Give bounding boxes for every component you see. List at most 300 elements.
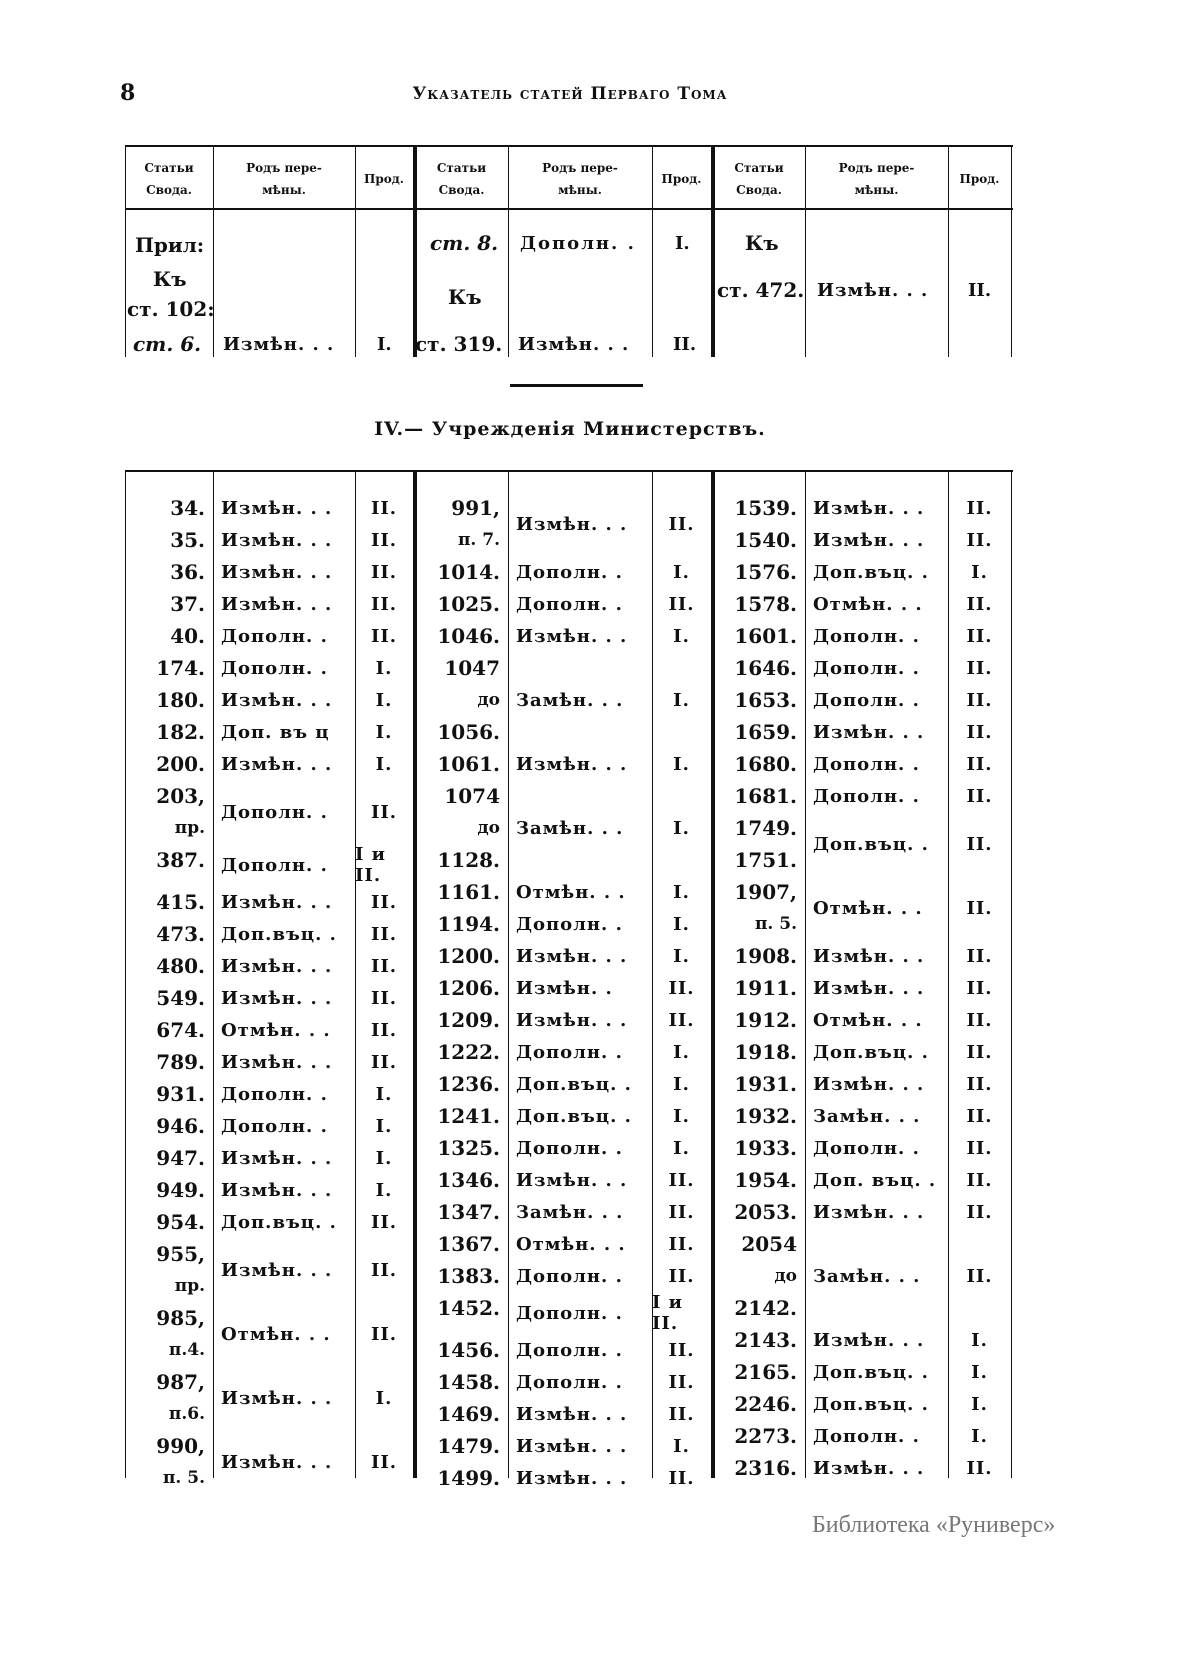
change-kind: Дополн. . <box>813 785 920 807</box>
table-row <box>713 716 1011 748</box>
article-number <box>415 1196 508 1228</box>
change-kind: Дополн. . <box>516 593 623 615</box>
table-row <box>713 1196 1011 1228</box>
prod-volume: I. <box>675 233 690 254</box>
prod-volume: II. <box>966 1457 993 1479</box>
change-kind: Доп. въц. . <box>813 1169 937 1191</box>
prod-volume: II. <box>668 513 695 535</box>
change-kind: Измѣн. . . <box>516 753 628 775</box>
table-row <box>713 780 1011 812</box>
table-row <box>713 1068 1011 1100</box>
table-row <box>415 1196 711 1228</box>
article-number <box>125 620 213 652</box>
article-line: 1931. <box>734 1072 797 1096</box>
article-number <box>713 652 805 684</box>
change-kind: Измѣн. . . <box>813 497 925 519</box>
change-kind: Измѣн. . . <box>516 625 628 647</box>
table-row <box>125 524 413 556</box>
column-header <box>355 151 413 207</box>
change-kind: Доп.въц. . <box>813 1393 929 1415</box>
table-row <box>415 1004 711 1036</box>
change-kind: Доп.въц. . <box>221 923 337 945</box>
change-kind: Измѣн. . . <box>813 1329 925 1351</box>
table-row <box>713 876 1011 940</box>
article-line: 180. <box>156 688 205 712</box>
article-line: 182. <box>156 720 205 744</box>
section-title: IV.— Учрежденія Министерствъ. <box>374 418 766 440</box>
prod-volume: II. <box>668 1371 695 1393</box>
article-number <box>713 1196 805 1228</box>
article-number <box>415 492 508 556</box>
change-kind: Измѣн. . . <box>813 529 925 551</box>
table-row <box>415 1132 711 1164</box>
table-row <box>713 556 1011 588</box>
article-number <box>415 780 508 876</box>
article-line: 1047 <box>444 656 500 680</box>
table-row <box>415 1462 711 1494</box>
article-line: 549. <box>156 986 205 1010</box>
prod-volume: I. <box>375 689 393 711</box>
article-line: 1241. <box>437 1104 500 1128</box>
prod-volume: I. <box>375 1115 393 1137</box>
change-kind: Дополн. . <box>221 854 328 876</box>
article-line: п.4. <box>168 1340 205 1360</box>
prod-volume: I. <box>673 1105 690 1127</box>
article-line: 1200. <box>437 944 500 968</box>
table-row <box>415 1036 711 1068</box>
prod-volume: II. <box>966 1041 993 1063</box>
article-number <box>415 1462 508 1494</box>
table-row <box>125 588 413 620</box>
article-number <box>125 1430 213 1494</box>
prod-volume: I. <box>971 561 988 583</box>
prod-volume: II. <box>668 1467 695 1489</box>
prod-volume: II. <box>966 1137 993 1159</box>
change-kind: Измѣн. . . <box>221 987 333 1009</box>
prod-volume: I. <box>971 1425 988 1447</box>
change-kind: Измѣн. . . <box>223 334 335 355</box>
table-row <box>125 684 413 716</box>
change-kind: Измѣн. . . <box>516 1467 628 1489</box>
table-row <box>713 1036 1011 1068</box>
article-line: 2143. <box>734 1328 797 1352</box>
prod-volume: II. <box>370 625 398 647</box>
article-number <box>415 876 508 908</box>
article-number <box>125 1110 213 1142</box>
table-row <box>125 1046 413 1078</box>
article-number <box>713 940 805 972</box>
table-row <box>125 1366 413 1430</box>
change-kind: Измѣн. . . <box>516 1009 628 1031</box>
article-number <box>713 1388 805 1420</box>
change-kind: Дополн. . <box>516 561 623 583</box>
header-text: Свода. <box>146 183 192 197</box>
article-line: 1074 <box>444 784 500 808</box>
article-line: 1194. <box>437 912 500 936</box>
article-line: п.6. <box>168 1404 205 1424</box>
change-kind: Дополн. . <box>813 689 920 711</box>
change-kind: Измѣн. . . <box>813 945 925 967</box>
change-kind: Измѣн. . . <box>516 1435 628 1457</box>
article-line: 1383. <box>437 1264 500 1288</box>
change-kind: Измѣн. . . <box>817 280 929 301</box>
article-line: 1469. <box>437 1402 500 1426</box>
article-line: 1458. <box>437 1370 500 1394</box>
header-text: Родъ пере- <box>838 161 915 175</box>
prod-volume: II. <box>966 721 993 743</box>
prod-volume: II. <box>966 785 993 807</box>
header-text: Статьи <box>734 161 784 175</box>
article-number <box>125 1014 213 1046</box>
article-number <box>125 1174 213 1206</box>
article-line: 1912. <box>734 1008 797 1032</box>
prod-volume: II. <box>370 497 398 519</box>
article-number <box>125 1078 213 1110</box>
article-line: 987, <box>156 1370 205 1394</box>
top-table <box>125 145 1013 357</box>
article-number <box>415 748 508 780</box>
article-number <box>713 1324 805 1356</box>
article-line: до <box>477 818 500 838</box>
article-line: 1659. <box>734 720 797 744</box>
change-kind: Дополн. . <box>516 1265 623 1287</box>
article-number <box>125 524 213 556</box>
change-kind: Измѣн. . . <box>221 1387 333 1409</box>
running-title: Указатель статей Перваго Тома <box>412 84 728 104</box>
article-number <box>713 716 805 748</box>
column-block-1 <box>125 492 413 1494</box>
article-number <box>415 1068 508 1100</box>
page-number: 8 <box>120 80 136 106</box>
article-line: 1161. <box>437 880 500 904</box>
table-row <box>125 780 413 844</box>
change-kind: Отмѣн. . . <box>516 881 626 903</box>
prod-volume: II. <box>668 1339 695 1361</box>
article-line: Къ <box>153 267 187 291</box>
change-kind: Измѣн. . . <box>221 1179 333 1201</box>
prod-volume: II. <box>370 593 398 615</box>
prod-volume: I. <box>375 1147 393 1169</box>
article-number <box>415 940 508 972</box>
article-line: 1222. <box>437 1040 500 1064</box>
prod-volume: II. <box>966 657 993 679</box>
article-line: 955, <box>156 1242 205 1266</box>
prod-volume: II. <box>370 1211 398 1233</box>
column-header <box>805 151 948 207</box>
prod-volume: II. <box>673 334 697 355</box>
prod-volume: II. <box>966 529 993 551</box>
table-row <box>713 652 1011 684</box>
change-kind: Измѣн. . . <box>813 1457 925 1479</box>
change-kind: Замѣн. . . <box>516 689 624 711</box>
change-kind: Доп. въ ц <box>221 721 330 743</box>
article-number <box>713 1132 805 1164</box>
article-number <box>125 1142 213 1174</box>
table-row <box>125 918 413 950</box>
prod-volume: II. <box>966 1169 993 1191</box>
article-number <box>125 1302 213 1366</box>
change-kind: Измѣн. . . <box>813 977 925 999</box>
article-number <box>125 918 213 950</box>
change-kind: Доп.въц. . <box>813 833 929 855</box>
prod-volume: II. <box>668 1201 695 1223</box>
table-row <box>415 940 711 972</box>
article-line: 1681. <box>734 784 797 808</box>
article-line: 1576. <box>734 560 797 584</box>
change-kind: Дополн. . <box>813 657 920 679</box>
change-kind: Измѣн. . . <box>518 334 630 355</box>
change-kind: Доп.въц. . <box>516 1073 632 1095</box>
table-row <box>713 748 1011 780</box>
article-line: 1367. <box>437 1232 500 1256</box>
article-line: 1325. <box>437 1136 500 1160</box>
header-text: Прод. <box>959 172 1000 186</box>
table-row <box>125 844 413 886</box>
article-number <box>125 1238 213 1302</box>
article-line: Къ <box>448 285 482 309</box>
article-number <box>713 556 805 588</box>
article-number <box>415 556 508 588</box>
article-line: 1046. <box>437 624 500 648</box>
prod-volume: I. <box>375 1179 393 1201</box>
prod-volume: I. <box>673 1435 690 1457</box>
change-kind: Дополн. . <box>516 1302 623 1324</box>
table-row <box>415 1430 711 1462</box>
change-kind: Измѣн. . . <box>221 593 333 615</box>
change-kind: Дополн. . <box>813 625 920 647</box>
table-row <box>713 492 1011 524</box>
article-line: 1540. <box>734 528 797 552</box>
table-row <box>713 1004 1011 1036</box>
table-row <box>125 620 413 652</box>
article-number <box>415 588 508 620</box>
article-line: 1061. <box>437 752 500 776</box>
change-kind: Дополн. . <box>813 753 920 775</box>
prod-volume: II. <box>668 1403 695 1425</box>
prod-volume: II. <box>370 1051 398 1073</box>
header-text: Статьи <box>436 161 487 175</box>
change-kind: Доп.въц. . <box>813 561 929 583</box>
column-block-2 <box>415 492 711 1494</box>
article-number <box>713 1356 805 1388</box>
article-number <box>415 652 508 748</box>
article-number <box>125 748 213 780</box>
change-kind: Измѣн. . . <box>221 753 333 775</box>
article-line: 473. <box>156 922 205 946</box>
table-row <box>125 886 413 918</box>
article-line: 947. <box>156 1146 205 1170</box>
article-number <box>415 972 508 1004</box>
table-row <box>415 1292 711 1334</box>
prod-volume: II. <box>966 945 993 967</box>
prod-volume: II. <box>966 833 993 855</box>
article-line: 1646. <box>734 656 797 680</box>
prod-volume: II. <box>370 1019 398 1041</box>
article-line: ст. 472. <box>717 278 805 302</box>
header-text: Свода. <box>438 183 485 197</box>
article-number <box>415 1164 508 1196</box>
article-number <box>125 1366 213 1430</box>
article-line: 2246. <box>734 1392 797 1416</box>
change-kind: Доп.въц. . <box>813 1361 929 1383</box>
prod-volume: II. <box>370 529 398 551</box>
change-kind: Дополн. . <box>221 1115 328 1137</box>
change-kind: Измѣн. . . <box>516 945 628 967</box>
change-kind: Дополн. . <box>516 1137 623 1159</box>
change-kind: Измѣн. . . <box>221 561 333 583</box>
prod-volume: I и II. <box>652 1292 684 1334</box>
article-number <box>415 1292 508 1334</box>
change-kind: Отмѣн. . . <box>221 1323 331 1345</box>
table-row <box>125 716 413 748</box>
table-row <box>713 1356 1011 1388</box>
prod-volume: I. <box>673 561 690 583</box>
article-number <box>713 1228 805 1324</box>
table-row <box>713 524 1011 556</box>
prod-volume: I. <box>375 1387 393 1409</box>
prod-volume: I. <box>673 1137 690 1159</box>
article-line: 949. <box>156 1178 205 1202</box>
article-line: 1911. <box>734 976 797 1000</box>
column-header <box>948 151 1011 207</box>
table-row <box>125 950 413 982</box>
article-line: до <box>774 1266 797 1286</box>
prod-volume: II. <box>966 753 993 775</box>
change-kind: Отмѣн. . . <box>516 1233 626 1255</box>
article-line: п. 5. <box>754 914 797 934</box>
prod-volume: I. <box>673 753 690 775</box>
article-number <box>713 588 805 620</box>
article-line: 991, <box>451 496 500 520</box>
article-line: 1479. <box>437 1434 500 1458</box>
prod-volume: II. <box>966 1105 993 1127</box>
change-kind: Измѣн. . . <box>221 891 333 913</box>
table-row <box>415 1334 711 1366</box>
prod-volume: II. <box>668 1009 695 1031</box>
article-line: п. 5. <box>162 1468 205 1488</box>
article-line: 1749. <box>734 816 797 840</box>
table-row <box>125 1142 413 1174</box>
prod-volume: II. <box>668 977 695 999</box>
article-line: 415. <box>156 890 205 914</box>
article-line: 985, <box>156 1306 205 1330</box>
article-line: п. 7. <box>457 530 500 550</box>
article-number <box>125 1206 213 1238</box>
article-number <box>415 908 508 940</box>
table-row <box>415 748 711 780</box>
article-line: 1932. <box>734 1104 797 1128</box>
prod-volume: II. <box>370 987 398 1009</box>
change-kind: Измѣн. . . <box>221 529 333 551</box>
prod-volume: I. <box>673 1073 690 1095</box>
prod-volume: I. <box>673 625 690 647</box>
table-row <box>415 1100 711 1132</box>
change-kind: Дополн. . <box>221 657 328 679</box>
article-number <box>125 950 213 982</box>
article-number <box>415 1398 508 1430</box>
article-number <box>713 812 805 876</box>
change-kind: Измѣн. . . <box>516 513 628 535</box>
change-kind: Отмѣн. . . <box>813 1009 923 1031</box>
article-line: пр. <box>174 1276 205 1296</box>
article-line: 1653. <box>734 688 797 712</box>
prod-volume: I. <box>375 657 393 679</box>
article-line: 931. <box>156 1082 205 1106</box>
article-number <box>713 1036 805 1068</box>
prod-volume: I. <box>375 721 393 743</box>
article-number <box>713 876 805 940</box>
prod-volume: II. <box>370 1451 398 1473</box>
header-text: Прод. <box>364 172 404 186</box>
change-kind: Измѣн. . . <box>221 1451 333 1473</box>
article-number <box>125 492 213 524</box>
table-row <box>713 1420 1011 1452</box>
change-kind: Измѣн. . . <box>221 689 333 711</box>
article-line: 1751. <box>734 848 797 872</box>
change-kind: Дополн. . <box>221 801 328 823</box>
article-number <box>415 1100 508 1132</box>
article-line: 2142. <box>734 1296 797 1320</box>
article-line: Къ <box>745 231 779 255</box>
table-row <box>125 652 413 684</box>
article-number <box>415 1228 508 1260</box>
prod-volume: II. <box>668 1169 695 1191</box>
article-line: 1014. <box>437 560 500 584</box>
change-kind: Замѣн. . . <box>516 817 624 839</box>
table-row <box>713 1388 1011 1420</box>
change-kind: Доп.въц. . <box>516 1105 632 1127</box>
table-row <box>713 1164 1011 1196</box>
change-kind: Измѣн. . . <box>813 1201 925 1223</box>
article-line: 2165. <box>734 1360 797 1384</box>
article-number <box>125 716 213 748</box>
article-line: 1601. <box>734 624 797 648</box>
article-line: Прил: <box>135 233 205 257</box>
prod-volume: I. <box>673 913 690 935</box>
table-row <box>415 492 711 556</box>
article-number <box>713 1452 805 1484</box>
change-kind: Измѣн. . . <box>221 955 333 977</box>
table-row <box>415 1228 711 1260</box>
article-line: 1025. <box>437 592 500 616</box>
article-number <box>713 1420 805 1452</box>
article-number <box>125 652 213 684</box>
table-row <box>125 1430 413 1494</box>
header-text: Прод. <box>661 172 702 186</box>
change-kind: Измѣн. . . <box>221 497 333 519</box>
library-watermark: Библиотека «Руниверс» <box>812 1512 1056 1538</box>
table-row <box>125 1302 413 1366</box>
column-block-3 <box>713 492 1011 1484</box>
prod-volume: II. <box>668 1265 695 1287</box>
table-row <box>713 588 1011 620</box>
article-number <box>713 492 805 524</box>
article-number <box>415 1430 508 1462</box>
article-line: 1347. <box>437 1200 500 1224</box>
article-number <box>713 1004 805 1036</box>
article-number <box>125 982 213 1014</box>
prod-volume: II. <box>966 1009 993 1031</box>
header-text: мѣны. <box>262 183 306 197</box>
table-row <box>713 1100 1011 1132</box>
article-line: 35. <box>170 528 205 552</box>
prod-volume: II. <box>370 1323 398 1345</box>
article-line: 1680. <box>734 752 797 776</box>
article-line: 387. <box>156 848 205 872</box>
article-line: 37. <box>170 592 205 616</box>
column-header <box>125 151 213 207</box>
change-kind: Измѣн. . . <box>813 721 925 743</box>
